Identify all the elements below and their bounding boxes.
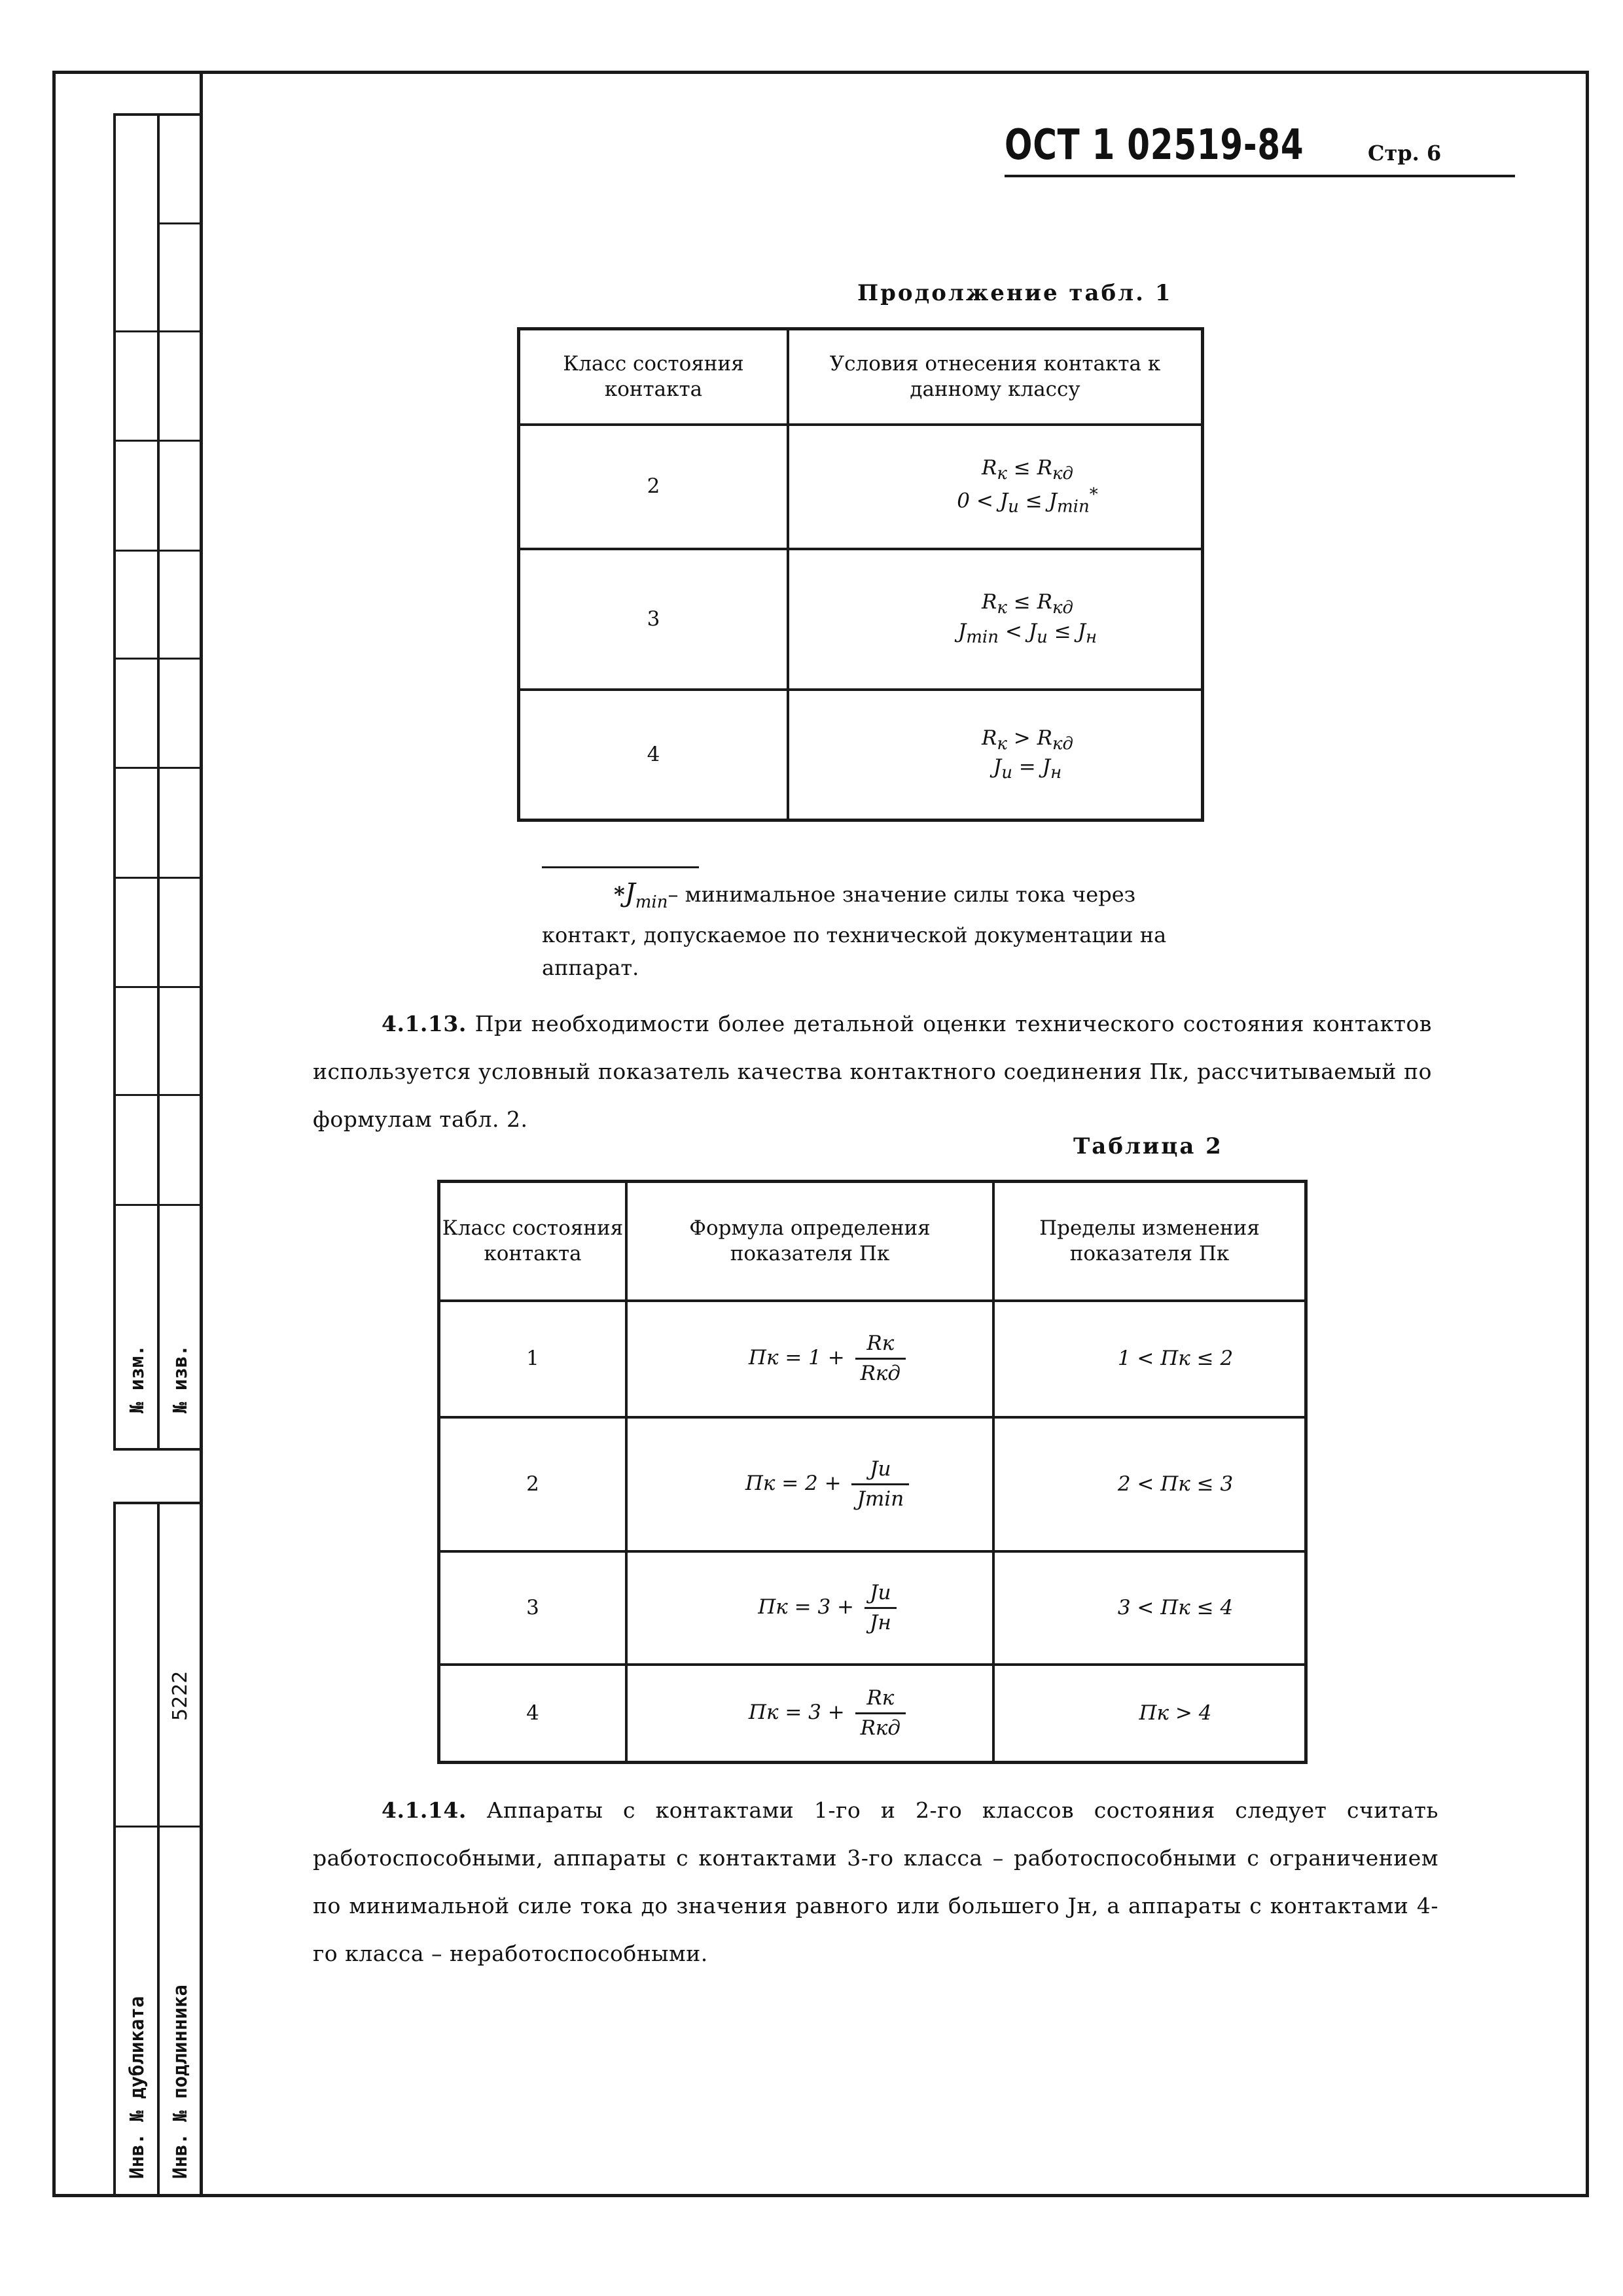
table1-class-cell: 4 [519, 690, 789, 821]
table-row [519, 690, 1203, 821]
table2-class-cell: 1 [439, 1301, 627, 1417]
paragraph-4-1-14 [313, 1786, 1438, 1977]
table1-condition-cell [788, 690, 1203, 821]
fraction-numerator: Rк [855, 1686, 906, 1714]
condition-line: $J_{min} < J_и \le J_н$ [957, 620, 1097, 648]
fraction-denominator: Rкд [860, 1362, 901, 1385]
condition-line: $0 < J_и \le J_{min}^*$ [957, 485, 1098, 517]
fraction-numerator: Rк [855, 1331, 906, 1360]
formula-fraction [855, 1331, 906, 1386]
table-row [439, 1301, 1306, 1417]
condition-line: $R_к \le R_{кд}$ [982, 590, 1073, 618]
duplicate-inventory-label: Инв. № дубликата [126, 1996, 148, 2179]
footnote-text: – минимальное значение силы тока через контакт, допускаемое по технической документации на аппарат. [542, 882, 1167, 980]
table2-header-formula: Формула определения показателя Пк [626, 1182, 993, 1301]
table-row [439, 1665, 1306, 1763]
paragraph-number: 4.1.14. [382, 1797, 467, 1823]
formula-base: Пк = 2 + [745, 1471, 842, 1495]
original-inventory-label: Инв. № подлинника [169, 1985, 191, 2179]
table2-formula-cell [626, 1551, 993, 1665]
table-row [439, 1417, 1306, 1551]
table2-range-cell: 2 < Пк ≤ 3 [993, 1417, 1306, 1551]
table-row [519, 425, 1203, 549]
footnote-marker: * [614, 882, 625, 907]
paragraph-text: Аппараты с контактами 1-го и 2-го классов состояния следует считать работоспособными, аппараты с контактами 3-го класса – работоспособными с ограничением по минимальной силе тока до значения равного или большего Jн, а аппараты с контактами 4-го класса – неработоспособными. [313, 1797, 1438, 1966]
condition-line: $J_и = J_н$ [993, 755, 1062, 783]
table2-range-cell: 3 < Пк ≤ 4 [993, 1551, 1306, 1665]
table2-formula-cell [626, 1301, 993, 1417]
table2-formula-cell [626, 1665, 993, 1763]
paragraph-text: При необходимости более детальной оценки технического состояния контактов используется условный показатель качества контактного соединения Пк, рассчитываемый по формулам табл. 2. [313, 1011, 1432, 1132]
footnote [542, 877, 1183, 984]
table2-range-cell: 1 < Пк ≤ 2 [993, 1301, 1306, 1417]
table1 [517, 327, 1204, 822]
paragraph-number: 4.1.13. [382, 1011, 467, 1036]
archive-number: 5222 [169, 1670, 192, 1721]
notice-number-label: № изв. [169, 1345, 191, 1413]
table1-condition-cell [788, 425, 1203, 549]
paragraph-4-1-13 [313, 1000, 1432, 1143]
condition-line: $R_к \le R_{кд}$ [982, 455, 1073, 484]
table1-caption: Продолжение табл. 1 [857, 280, 1173, 306]
table1-header-conditions: Условия отнесения контакта к данному классу [788, 329, 1203, 425]
document-code: ОСТ 1 02519-84 [1005, 121, 1304, 169]
table2-formula-cell [626, 1417, 993, 1551]
formula-fraction [855, 1686, 906, 1741]
table1-condition-cell [788, 549, 1203, 690]
table1-header-row [519, 329, 1203, 425]
fraction-denominator: Jн [869, 1610, 891, 1634]
fraction-denominator: Jmin [857, 1487, 904, 1511]
table2-header-row [439, 1182, 1306, 1301]
formula-base: Пк = 1 + [748, 1346, 845, 1369]
table2-class-cell: 4 [439, 1665, 627, 1763]
formula-base: Пк = 3 + [758, 1595, 855, 1619]
change-number-label: № изм. [126, 1345, 148, 1413]
table2-header-range: Пределы изменения показателя Пк [993, 1182, 1306, 1301]
formula-fraction [851, 1457, 909, 1512]
table1-header-class: Класс состояния контакта [519, 329, 789, 425]
fraction-numerator: Jи [865, 1580, 897, 1609]
page-header [1005, 121, 1515, 173]
footnote-term: $J_{min}$ [624, 878, 668, 912]
table2-range-cell: Пк > 4 [993, 1665, 1306, 1763]
footnote-rule [542, 866, 699, 868]
table2-class-cell: 3 [439, 1551, 627, 1665]
formula-fraction [865, 1580, 897, 1636]
table1-class-cell: 3 [519, 549, 789, 690]
fraction-numerator: Jи [851, 1457, 909, 1485]
table2-class-cell: 2 [439, 1417, 627, 1551]
table2-caption: Таблица 2 [1073, 1133, 1223, 1159]
formula-base: Пк = 3 + [748, 1700, 845, 1724]
fraction-denominator: Rкд [860, 1716, 901, 1740]
table1-class-cell: 2 [519, 425, 789, 549]
condition-line: $R_к > R_{кд}$ [982, 726, 1073, 754]
table-row [519, 549, 1203, 690]
table-row [439, 1551, 1306, 1665]
table2 [437, 1180, 1308, 1764]
table2-header-class: Класс состояния контакта [439, 1182, 627, 1301]
page-number: Стр. 6 [1368, 141, 1442, 166]
header-rule [1005, 175, 1515, 177]
